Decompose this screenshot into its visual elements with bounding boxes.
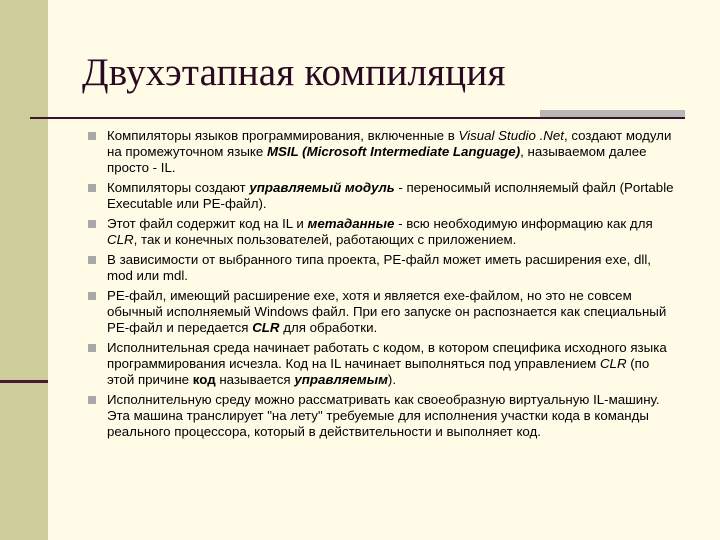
list-item: [88, 252, 680, 284]
square-bullet-icon: [88, 292, 96, 300]
item-text: называется: [215, 372, 295, 387]
item-emphasis: CLR: [107, 232, 134, 247]
item-text: , так и конечных пользователей, работающих с приложением.: [133, 232, 517, 247]
square-bullet-icon: [88, 184, 96, 192]
item-text: PE-файл, имеющий расширение exe, хотя и является exe-файлом, но это не совсем обычный исполняемый Windows файл. При его запуске он распознается как специальный PE-файл и передается: [107, 288, 667, 335]
item-emphasis: метаданные: [307, 216, 395, 231]
item-text: Компиляторы создают: [107, 180, 250, 195]
item-emphasis: управляемым: [294, 372, 388, 387]
item-text: , называемом далее просто - IL.: [107, 144, 647, 175]
item-text: ).: [387, 372, 397, 387]
list-item: [88, 288, 680, 336]
side-bar: [0, 0, 48, 540]
square-bullet-icon: [88, 256, 96, 264]
list-item: [88, 180, 680, 212]
list-item: [88, 340, 680, 388]
item-text: для обработки.: [279, 320, 378, 335]
title-divider: [30, 117, 685, 119]
item-emphasis: Visual Studio .Net: [458, 128, 564, 143]
item-text: (по этой причине: [107, 356, 650, 387]
item-text: Исполнительную среду можно рассматривать как своеобразную виртуальную IL-машину. Эта машина транслирует "на лету" требуемые для исполнения участки кода в команды реального процессора, который в действительности и выполняет код.: [107, 392, 660, 439]
item-text: Этот файл содержит код на IL и: [107, 216, 308, 231]
item-text: - переносимый исполняемый файл (Portable Executable или PE-файл).: [107, 180, 674, 211]
square-bullet-icon: [88, 132, 96, 140]
title-accent-bar: [540, 110, 685, 117]
bullet-list: [88, 128, 680, 444]
list-item: [88, 392, 680, 440]
item-emphasis: MSIL (Microsoft Intermediate Language): [266, 144, 521, 159]
slide-title: Двухэтапная компиляция: [82, 51, 506, 94]
square-bullet-icon: [88, 344, 96, 352]
list-item: [88, 128, 680, 176]
item-emphasis: CLR: [599, 356, 627, 371]
item-emphasis: код: [192, 372, 216, 387]
side-bar-accent: [0, 380, 48, 383]
item-text: - всю необходимую информацию как для: [394, 216, 653, 231]
item-emphasis: управляемый модуль: [249, 180, 395, 195]
item-text: В зависимости от выбранного типа проекта, PE-файл может иметь расширения exe, dll, mod или mdl.: [107, 252, 651, 283]
item-text: , создают модули на промежуточном языке: [107, 128, 672, 159]
item-emphasis: CLR: [252, 320, 280, 335]
item-text: Исполнительная среда начинает работать с кодом, в котором специфика исходного языка программирования исчезла. Код на IL начинает выполняться под управлением: [107, 340, 667, 371]
item-text: Компиляторы языков программирования, включенные в: [107, 128, 459, 143]
square-bullet-icon: [88, 396, 96, 404]
square-bullet-icon: [88, 220, 96, 228]
list-item: [88, 216, 680, 248]
